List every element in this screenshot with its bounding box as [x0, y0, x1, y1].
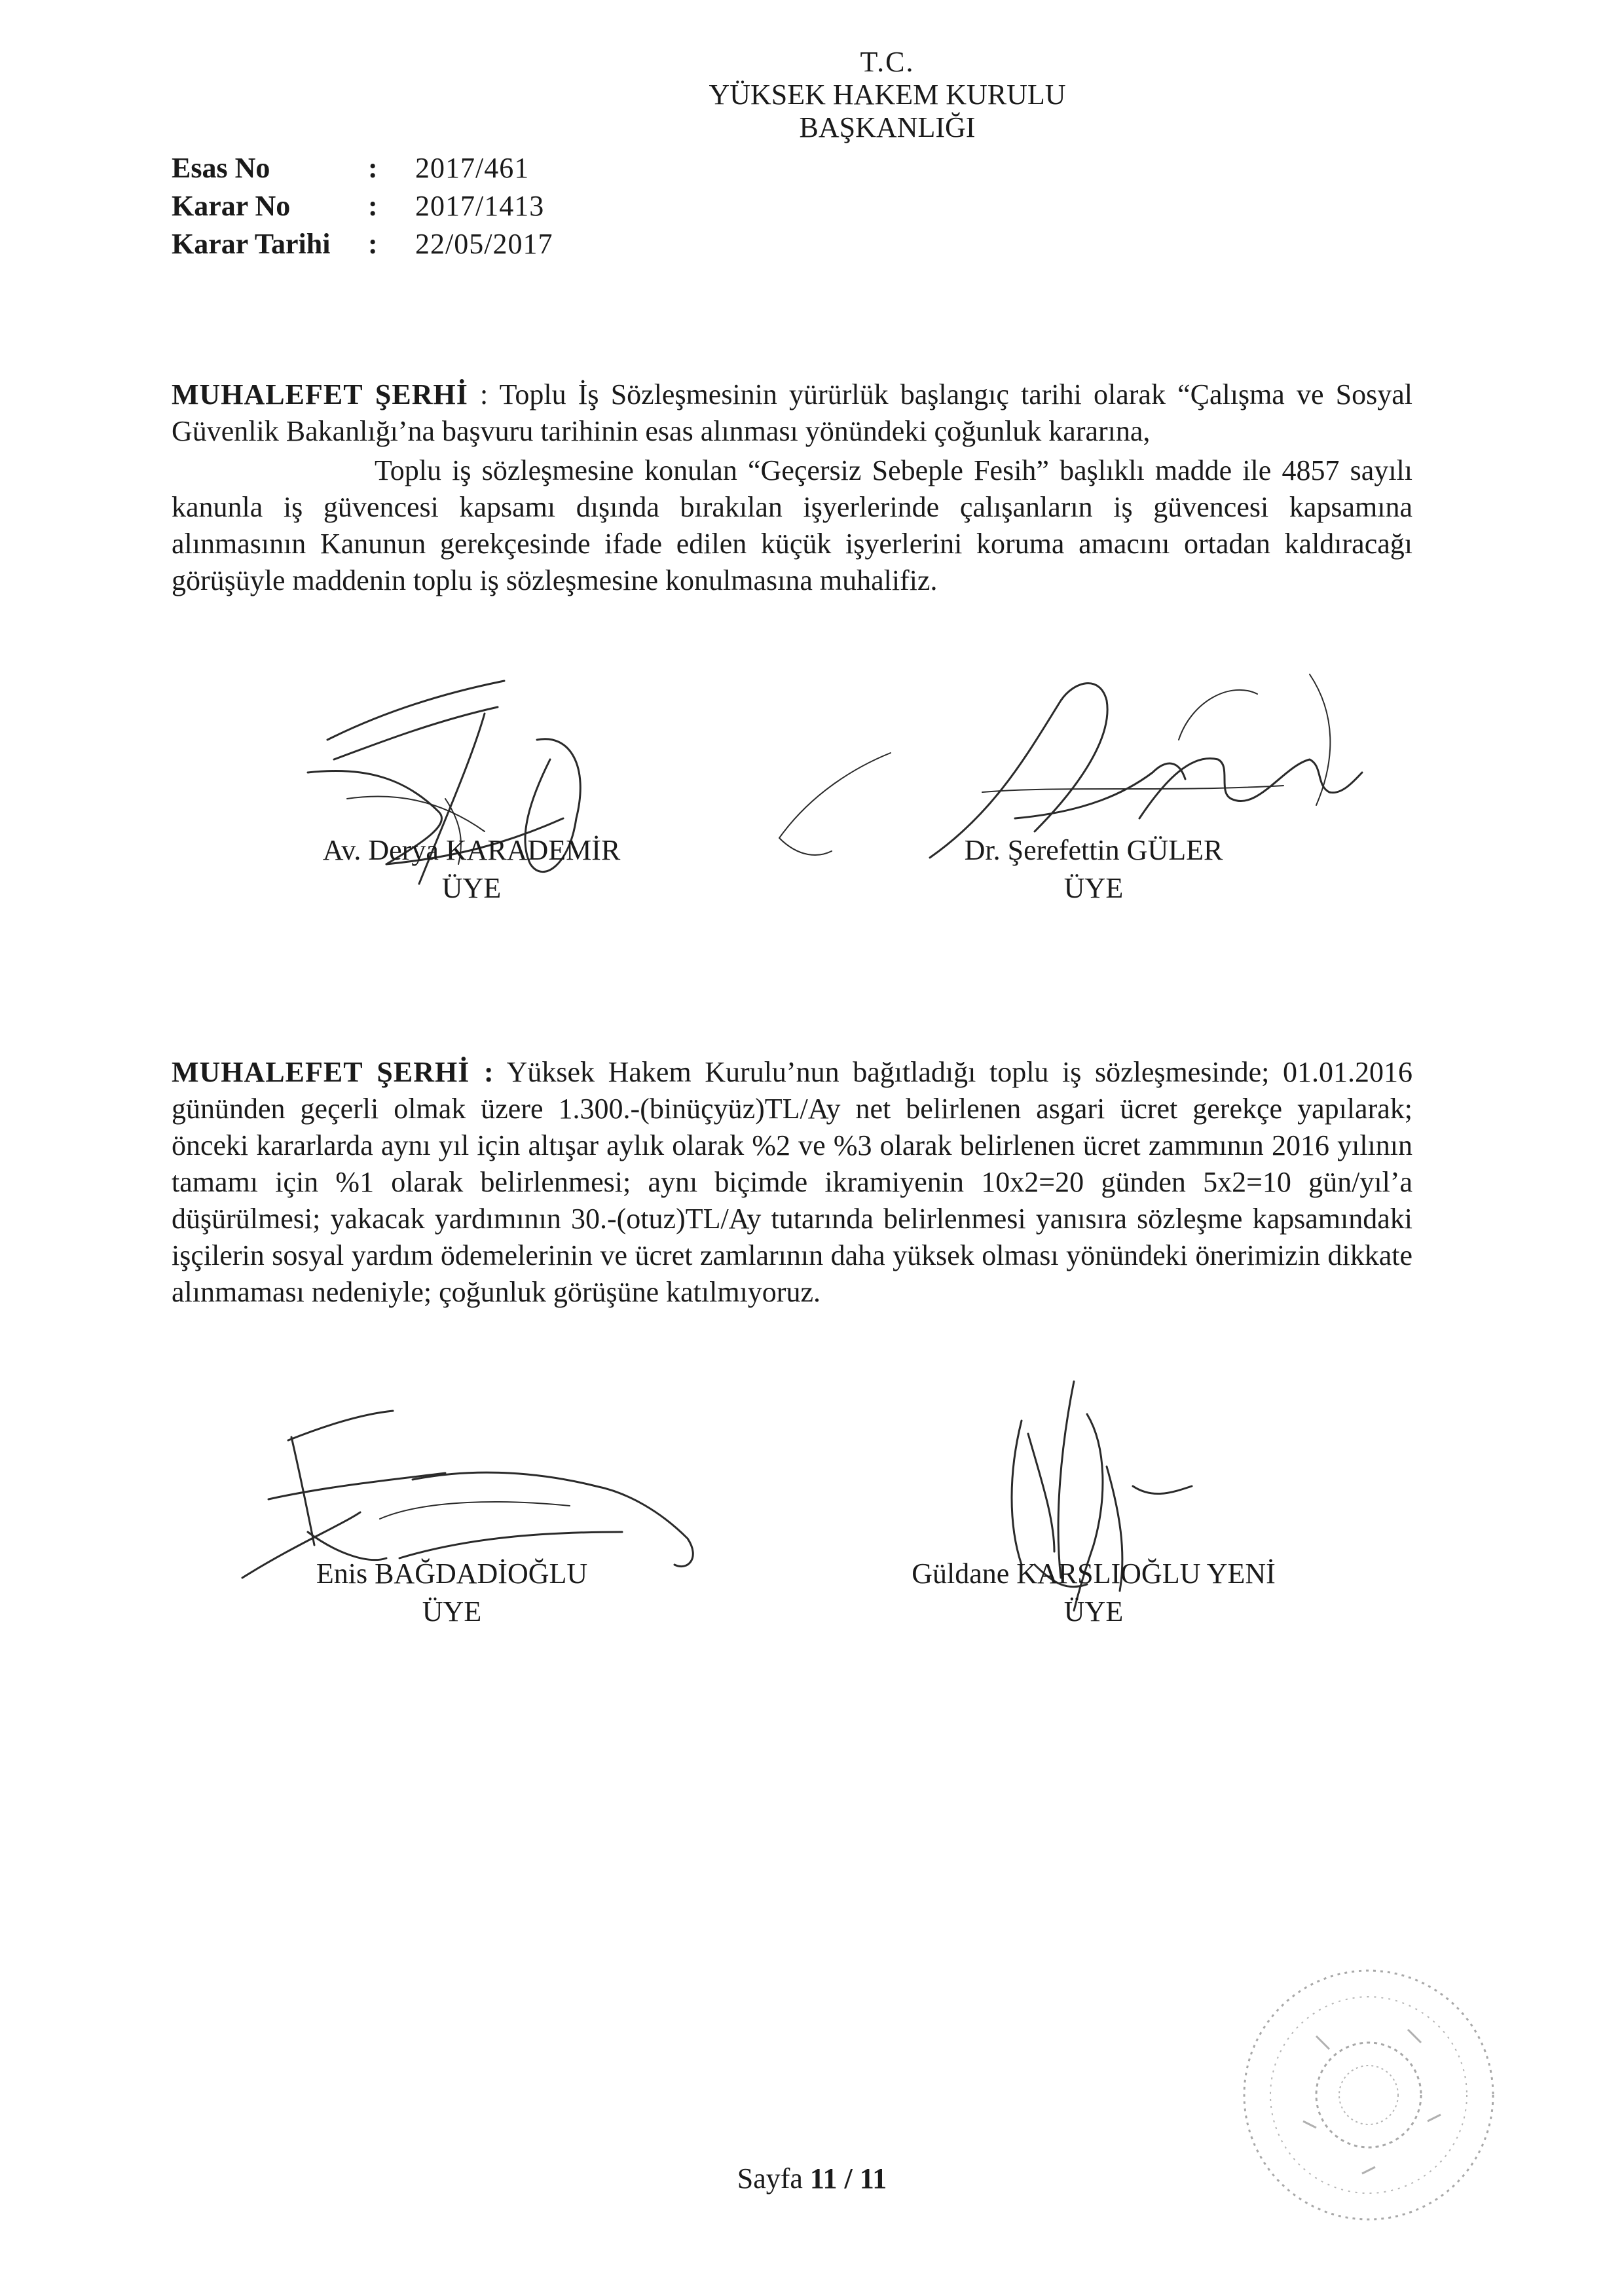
esas-label: Esas No [172, 152, 270, 184]
institution-header [0, 46, 1624, 144]
signatory-role: ÜYE [1063, 872, 1124, 904]
tarih-colon: : [368, 228, 378, 260]
karar-value: 2017/1413 [415, 190, 545, 222]
dissent-1-paragraph-1 [172, 376, 1412, 450]
esas-colon: : [368, 152, 378, 184]
dissent-2 [172, 1054, 1412, 1311]
dissent-2-label: MUHALEFET ŞERHİ : [172, 1056, 494, 1088]
signatory-name: Güldane KARSLIOĞLU YENİ [912, 1558, 1276, 1590]
signature-block-3 [249, 1555, 655, 1631]
case-metadata [172, 149, 553, 263]
header-line-institution: YÜKSEK HAKEM KURULU [709, 79, 1066, 111]
header-line-tc: T.C. [860, 46, 915, 78]
karar-colon: : [368, 190, 378, 222]
header-line-presidency: BAŞKANLIĞI [799, 111, 976, 143]
footer-prefix: Sayfa [737, 2162, 810, 2195]
signatory-name: Av. Derya KARADEMİR [322, 834, 621, 866]
page-number: 11 / 11 [809, 2162, 887, 2195]
tarih-value: 22/05/2017 [415, 228, 553, 260]
tarih-label: Karar Tarihi [172, 228, 331, 260]
signatory-role: ÜYE [422, 1595, 482, 1628]
signatory-role: ÜYE [441, 872, 502, 904]
dissent-1-paragraph-2: Toplu iş sözleşmesine konulan “Geçersiz Sebeple Fesih” başlıklı madde ile 4857 sayılı kanunla iş güvencesi kapsamı dışında bırakılan işyerlerinde çalışanların iş güvencesi kapsamına alınmasının Kanunun gerekçesinde ifade edilen küçük işyerlerini koruma amacını ortadan kaldıracağı görüşüyle maddenin toplu iş sözleşmesine konulmasına muhalifiz. [172, 454, 1412, 596]
esas-value: 2017/461 [415, 152, 530, 184]
dissent-1 [172, 376, 1412, 599]
karar-label: Karar No [172, 190, 291, 222]
signature-block-2 [851, 831, 1336, 907]
page-footer [0, 2162, 1624, 2195]
dissent-1-text-1: : Toplu İş Sözleşmesinin yürürlük başlangıç tarihi olarak “Çalışma ve Sosyal Güvenlik Bakanlığı’na başvuru tarihinin esas alınması yönündeki çoğunluk kararına, [172, 378, 1413, 447]
dissent-2-text: Yüksek Hakem Kurulu’nun bağıtladığı toplu iş sözleşmesinde; 01.01.2016 gününden geçerli olmak üzere 1.300.-(binüçyüz)TL/Ay net belirlenen asgari ücret gerekçe yapılarak; önceki kararlarda aynı yıl için altışar aylık olarak %2 ve %3 olarak belirlenen ücret zammının 2016 yılının tamamı için %1 olarak belirlenmesi; aynı biçimde ikramiyenin 10x2=20 günden 5x2=10 gün/yıl’a düşürülmesi; yakacak yardımının 30.-(otuz)TL/Ay tutarında belirlenmesi yanısıra sözleşme kapsamındaki işçilerin sosyal yardım ödemelerinin ve ücret zamlarının daha yüksek olması yönündeki önerimizin dikkate alınmaması nedeniyle; çoğunluk görüşüne katılmıyoruz. [172, 1056, 1412, 1308]
tarih-row [172, 225, 553, 263]
signatory-role: ÜYE [1063, 1595, 1124, 1628]
dissent-2-paragraph [172, 1054, 1412, 1311]
karar-row [172, 187, 553, 225]
dissent-1-label: MUHALEFET ŞERHİ [172, 378, 468, 410]
signature-block-1 [268, 831, 674, 907]
signature-block-4 [851, 1555, 1336, 1631]
esas-row [172, 149, 553, 187]
signatory-name: Enis BAĞDADİOĞLU [316, 1558, 588, 1590]
signatory-name: Dr. Şerefettin GÜLER [964, 834, 1223, 866]
